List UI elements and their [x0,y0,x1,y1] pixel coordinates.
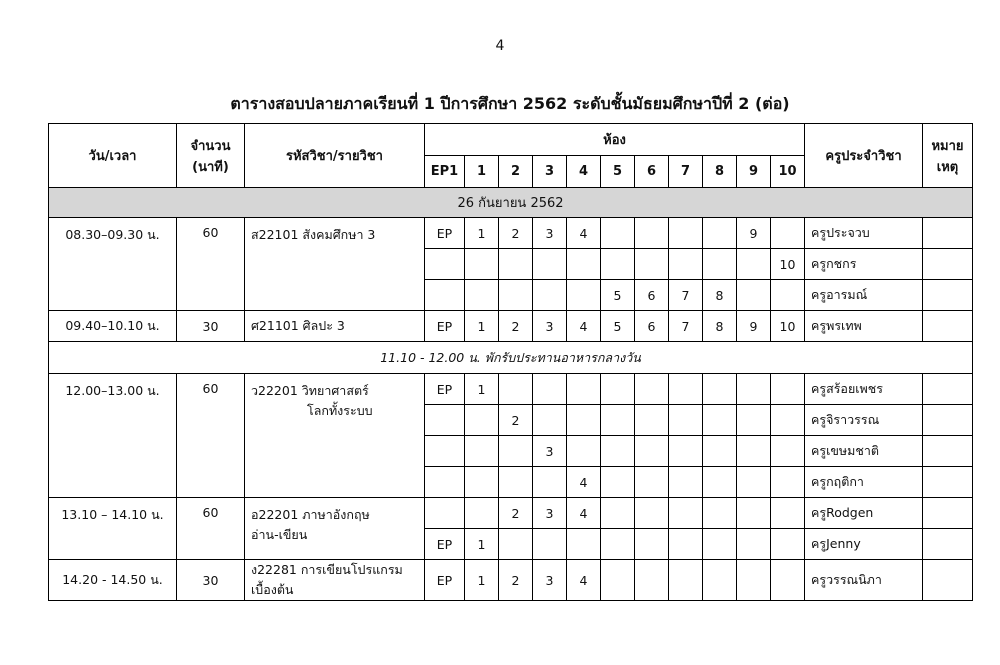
remark-cell [923,218,973,249]
room-cell [425,467,465,498]
room-cell: EP [425,218,465,249]
header-remark [923,124,973,188]
room-cell: 7 [669,311,703,342]
remark-cell [923,374,973,405]
room-cell [669,529,703,560]
room-cell [635,560,669,601]
header-room: ห้อง [425,124,805,156]
table-row [49,311,973,342]
exam-schedule-table [48,123,973,601]
lunch-break-row [49,342,973,374]
room-cell [465,498,499,529]
lunch-break-text: 11.10 - 12.00 น. พักรับประทานอาหารกลางวัน [49,342,973,374]
room-cell [737,560,771,601]
room-cell: 10 [771,249,805,280]
room-cell [425,436,465,467]
room-cell: 1 [465,218,499,249]
room-cell: 1 [465,374,499,405]
session-minutes: 30 [177,560,245,601]
session-minutes: 30 [177,311,245,342]
room-cell [465,436,499,467]
room-cell: EP [425,311,465,342]
room-cell [635,436,669,467]
teacher-cell: ครูอารมณ์ [805,280,923,311]
room-cell: 4 [567,311,601,342]
room-cell [703,436,737,467]
session-subject [245,498,425,560]
room-header-cell: 10 [771,156,805,188]
session-time: 12.00–13.00 น. [49,374,177,498]
room-cell [465,249,499,280]
room-cell [669,405,703,436]
room-cell [499,467,533,498]
room-cell: 6 [635,280,669,311]
subject-line: ส22101 สังคมศึกษา 3 [251,227,376,242]
room-cell: 10 [771,311,805,342]
room-cell: 8 [703,280,737,311]
room-cell [771,405,805,436]
room-cell [533,405,567,436]
room-cell [567,374,601,405]
room-cell [425,498,465,529]
room-cell [567,405,601,436]
room-cell [499,249,533,280]
room-cell [771,280,805,311]
room-cell [425,249,465,280]
session-time: 14.20 - 14.50 น. [49,560,177,601]
room-cell: 6 [635,311,669,342]
room-cell [737,280,771,311]
remark-cell [923,405,973,436]
room-cell [669,560,703,601]
room-cell: 9 [737,311,771,342]
room-cell [601,529,635,560]
room-cell [703,498,737,529]
room-cell [465,280,499,311]
room-header-cell: 5 [601,156,635,188]
room-cell [635,249,669,280]
session-minutes: 60 [177,218,245,311]
room-cell: 3 [533,436,567,467]
room-cell [737,529,771,560]
session-subject [245,560,425,601]
room-cell: 3 [533,498,567,529]
remark-cell [923,498,973,529]
room-cell: 1 [465,560,499,601]
table-row [49,374,973,405]
room-cell [669,498,703,529]
session-minutes: 60 [177,498,245,560]
room-cell [771,436,805,467]
subject-line: ว22201 วิทยาศาสตร์ [251,383,369,398]
room-cell [567,436,601,467]
teacher-cell: ครูเขษมชาติ [805,436,923,467]
room-cell: 2 [499,405,533,436]
header-teacher: ครูประจำวิชา [805,124,923,188]
session-subject [245,218,425,311]
room-cell [601,467,635,498]
room-cell: 2 [499,218,533,249]
teacher-cell: ครูRodgen [805,498,923,529]
room-cell: EP [425,560,465,601]
room-header-cell: EP1 [425,156,465,188]
room-cell [567,529,601,560]
room-cell [601,374,635,405]
subject-line: เบื้องต้น [251,582,294,597]
room-cell [771,498,805,529]
room-header-cell: 3 [533,156,567,188]
session-minutes: 60 [177,374,245,498]
document-title: ตารางสอบปลายภาคเรียนที่ 1 ปีการศึกษา 2562 ระดับชั้นมัธยมศึกษาปีที่ 2 (ต่อ) [230,94,790,113]
header-remark-line2: เหตุ [936,159,959,175]
room-cell [601,560,635,601]
teacher-cell: ครูกชกร [805,249,923,280]
room-cell [703,218,737,249]
room-cell [703,249,737,280]
teacher-cell: ครูกฤติกา [805,467,923,498]
room-cell [425,280,465,311]
room-cell [635,467,669,498]
room-cell [635,405,669,436]
room-header-cell: 8 [703,156,737,188]
room-cell: EP [425,374,465,405]
session-time: 08.30–09.30 น. [49,218,177,311]
schedule-body [49,188,973,601]
table-row [49,218,973,249]
room-cell: 4 [567,560,601,601]
room-cell [499,436,533,467]
teacher-cell: ครูพรเทพ [805,311,923,342]
room-cell [601,405,635,436]
session-subject [245,374,425,498]
session-time: 13.10 – 14.10 น. [49,498,177,560]
room-cell [499,529,533,560]
room-cell [533,467,567,498]
subject-line: โลกทั้งระบบ [307,403,373,418]
room-cell [771,529,805,560]
room-cell [669,218,703,249]
header-duration-line2: (นาที) [192,159,229,175]
room-cell: 3 [533,218,567,249]
date-row [49,188,973,218]
room-cell [601,218,635,249]
room-cell [703,405,737,436]
room-cell [567,280,601,311]
room-cell [737,374,771,405]
room-header-cell: 6 [635,156,669,188]
header-duration-line1: จำนวน [190,138,231,154]
room-cell: 2 [499,560,533,601]
room-cell: 8 [703,311,737,342]
teacher-cell: ครูจิราวรรณ [805,405,923,436]
room-cell [465,467,499,498]
room-cell [771,467,805,498]
room-cell: 7 [669,280,703,311]
room-cell: 4 [567,467,601,498]
room-cell [567,249,601,280]
subject-line: ง22281 การเขียนโปรแกรม [251,562,403,577]
header-day-time: วัน/เวลา [49,124,177,188]
session-subject [245,311,425,342]
room-cell [669,249,703,280]
room-cell [737,249,771,280]
room-cell: 9 [737,218,771,249]
header-subject: รหัสวิชา/รายวิชา [245,124,425,188]
room-cell [601,436,635,467]
room-cell [703,374,737,405]
room-cell: 4 [567,218,601,249]
room-cell [635,529,669,560]
teacher-cell: ครูประจวบ [805,218,923,249]
room-header-cell: 4 [567,156,601,188]
room-cell: 5 [601,311,635,342]
table-row [49,560,973,601]
room-cell [635,498,669,529]
table-row [49,498,973,529]
date-label: 26 กันยายน 2562 [49,188,973,218]
room-cell [601,249,635,280]
room-cell [635,374,669,405]
remark-cell [923,311,973,342]
remark-cell [923,467,973,498]
session-time: 09.40–10.10 น. [49,311,177,342]
room-cell [703,467,737,498]
room-cell [771,560,805,601]
header-remark-line1: หมาย [931,138,964,154]
room-header-cell: 9 [737,156,771,188]
room-cell [669,374,703,405]
room-header-cell: 2 [499,156,533,188]
remark-cell [923,249,973,280]
room-cell [533,280,567,311]
room-header-cell: 7 [669,156,703,188]
page-number: 4 [495,38,505,54]
room-cell [703,560,737,601]
room-cell: 2 [499,311,533,342]
header-duration [177,124,245,188]
teacher-cell: ครูJenny [805,529,923,560]
remark-cell [923,529,973,560]
room-cell: 3 [533,560,567,601]
room-cell: 5 [601,280,635,311]
room-cell [601,498,635,529]
room-cell: EP [425,529,465,560]
room-cell [737,467,771,498]
remark-cell [923,560,973,601]
room-header-cell: 1 [465,156,499,188]
remark-cell [923,280,973,311]
subject-line: อ่าน-เขียน [251,527,308,542]
room-cell [425,405,465,436]
remark-cell [923,436,973,467]
room-cell [533,249,567,280]
room-cell: 4 [567,498,601,529]
room-cell [703,529,737,560]
room-cell [533,374,567,405]
room-cell [669,436,703,467]
room-cell [635,218,669,249]
teacher-cell: ครูสร้อยเพชร [805,374,923,405]
room-cell: 2 [499,498,533,529]
room-cell [771,374,805,405]
room-cell [737,498,771,529]
room-cell: 1 [465,311,499,342]
room-cell [737,405,771,436]
subject-line: ศ21101 ศิลปะ 3 [251,318,345,333]
room-cell [669,467,703,498]
room-cell [499,280,533,311]
teacher-cell: ครูวรรณนิภา [805,560,923,601]
room-cell: 3 [533,311,567,342]
room-cell [465,405,499,436]
room-cell [533,529,567,560]
room-cell [771,218,805,249]
subject-line: อ22201 ภาษาอังกฤษ [251,507,370,522]
room-cell: 1 [465,529,499,560]
room-cell [737,436,771,467]
room-cell [499,374,533,405]
